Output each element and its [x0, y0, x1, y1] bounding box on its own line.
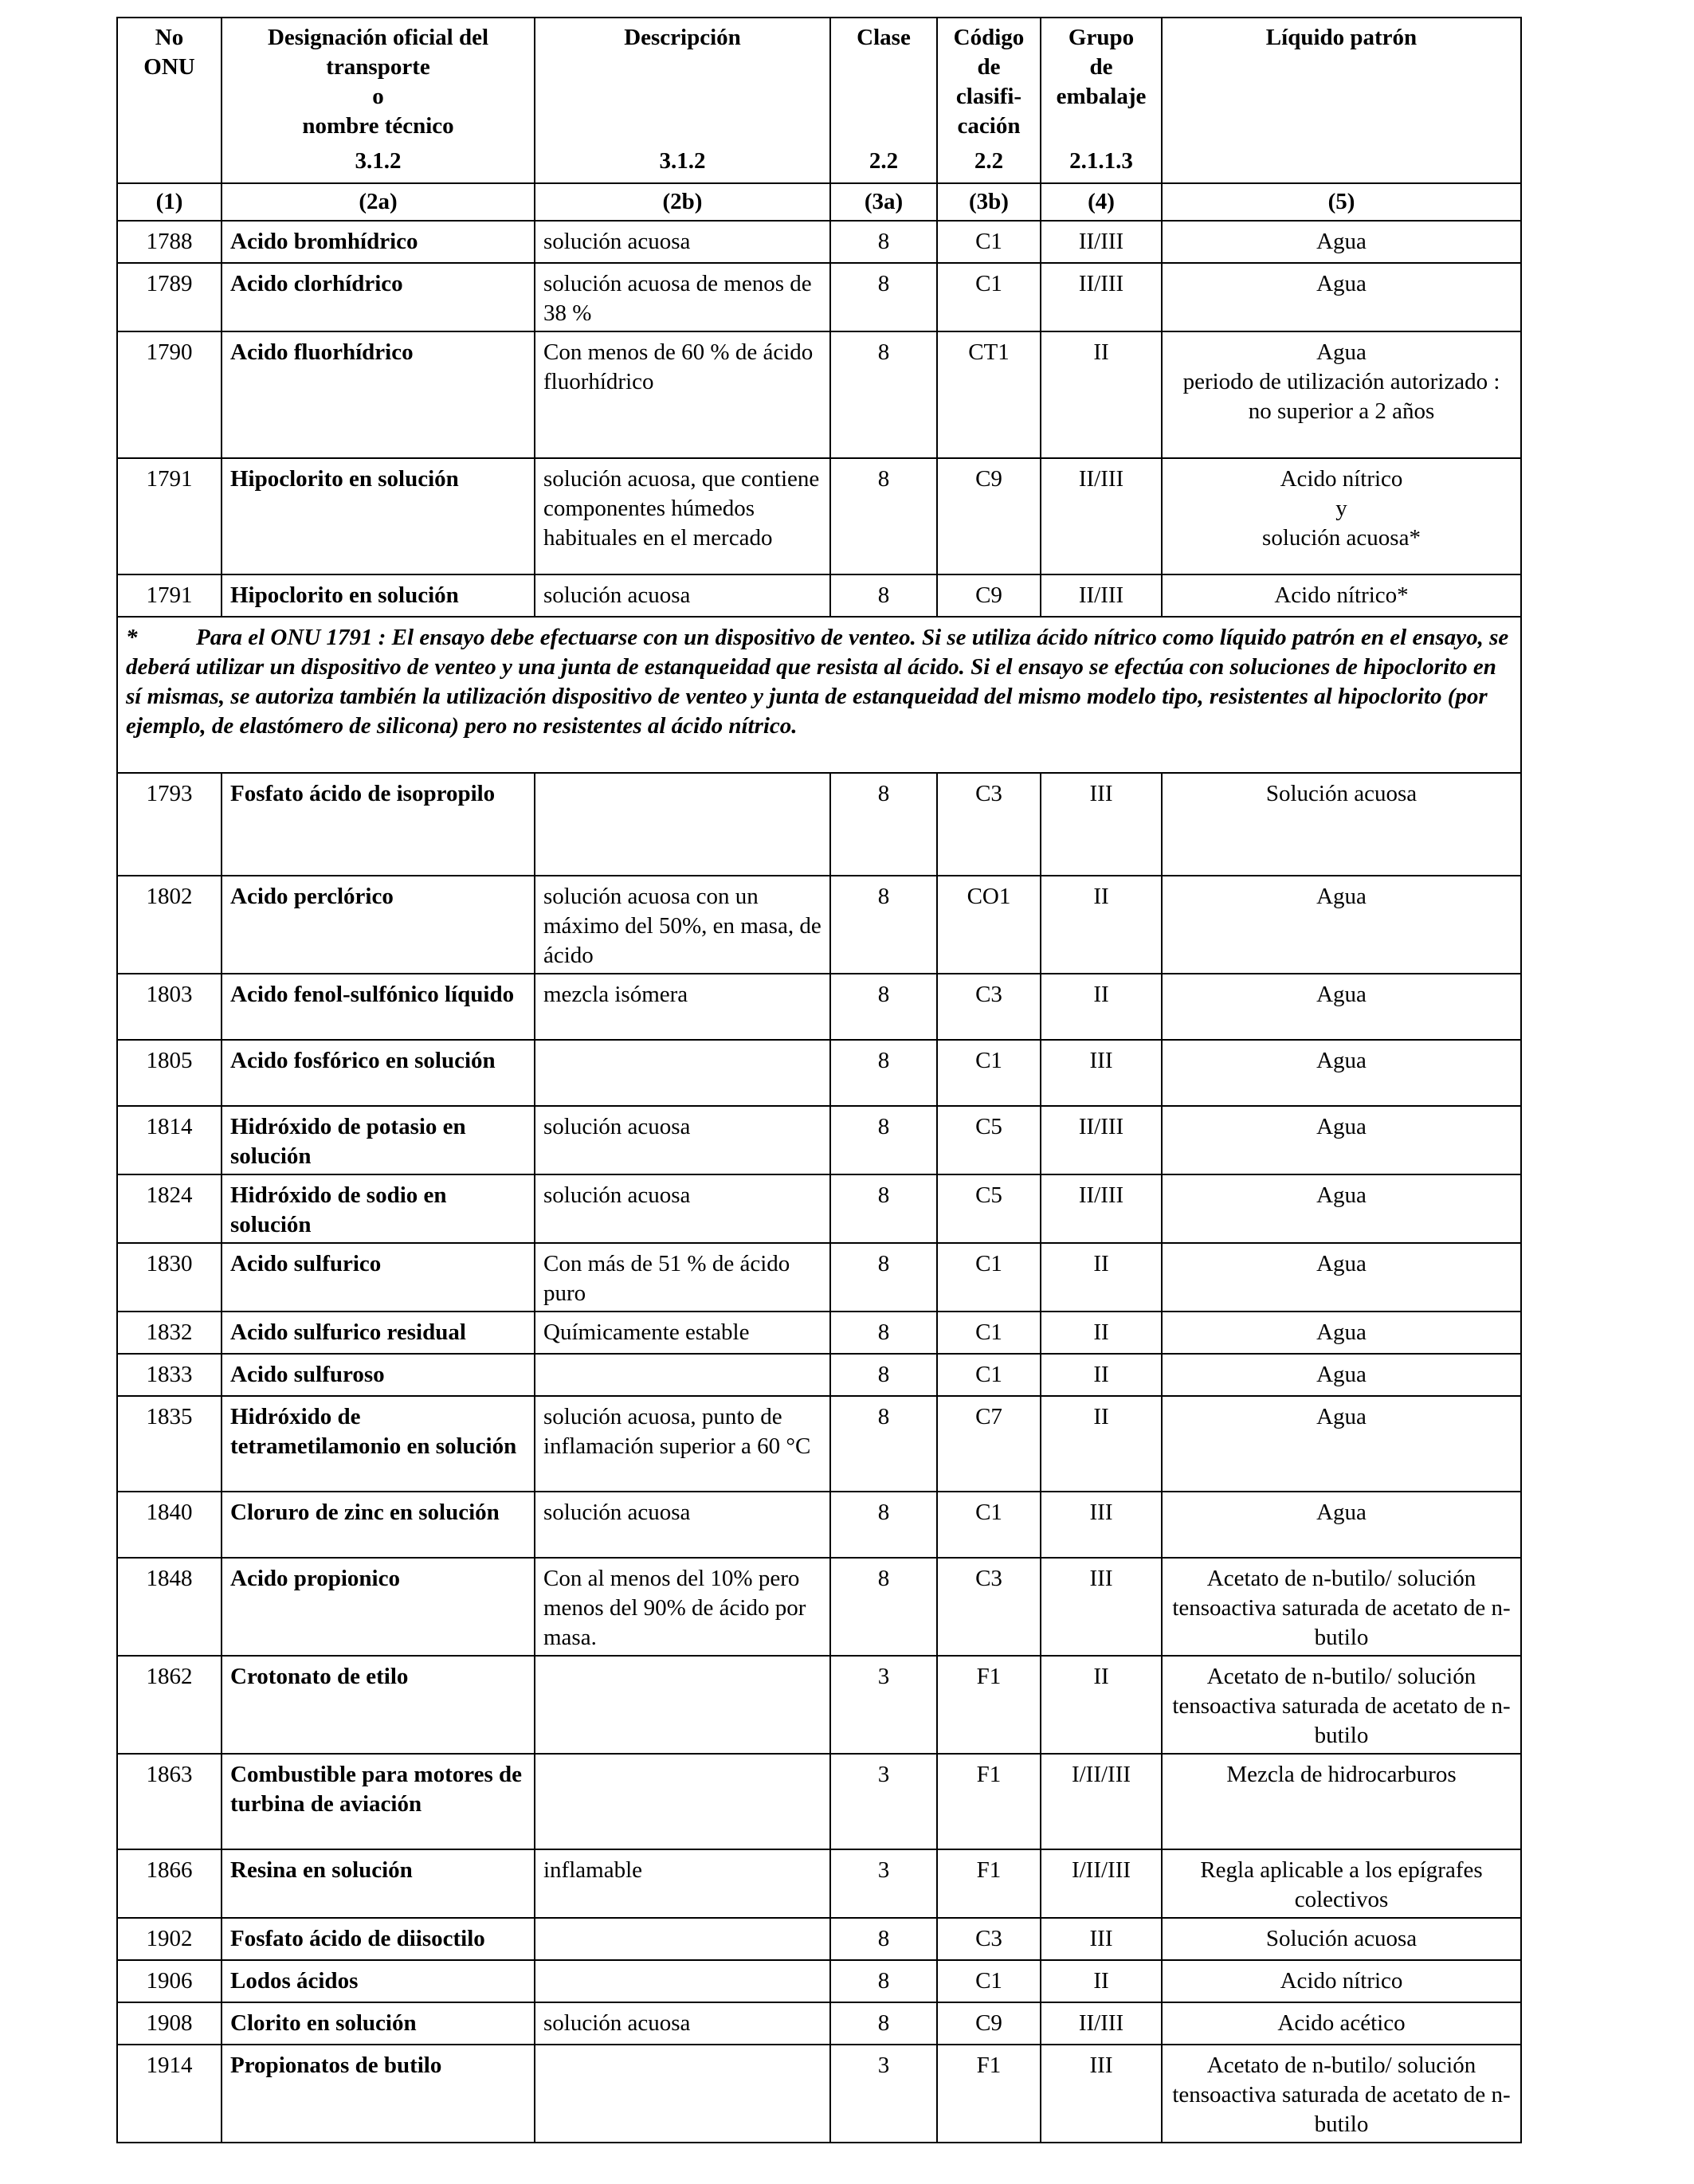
standard-liquid-cell: Agua [1162, 1396, 1521, 1492]
official-name-cell: Acido clorhídrico [222, 263, 535, 331]
standard-liquid-cell: Agua periodo de utilización autorizado : no superior a 2 años [1162, 331, 1521, 458]
class-cell: 8 [830, 876, 937, 974]
class-cell: 8 [830, 574, 937, 617]
class-cell: 8 [830, 1558, 937, 1656]
description-cell [535, 1754, 830, 1849]
standard-liquid-cell: Solución acuosa [1162, 1918, 1521, 1960]
packing-group-cell: II/III [1041, 1106, 1162, 1174]
onu-number-cell: 1862 [117, 1656, 222, 1754]
classification-code-cell: C1 [937, 1960, 1041, 2002]
table-row [117, 574, 1521, 617]
class-cell: 8 [830, 1106, 937, 1174]
packing-group-cell: III [1041, 1918, 1162, 1960]
footnote-asterisk: * [126, 625, 138, 650]
packing-group-cell: II/III [1041, 574, 1162, 617]
official-name-cell: Acido bromhídrico [222, 221, 535, 263]
standard-liquid-cell: Agua [1162, 221, 1521, 263]
official-name-cell: Fosfato ácido de diisoctilo [222, 1918, 535, 1960]
description-cell: Químicamente estable [535, 1312, 830, 1354]
description-cell [535, 2045, 830, 2143]
packing-group-cell: III [1041, 2045, 1162, 2143]
official-name-cell: Acido fluorhídrico [222, 331, 535, 458]
official-name-cell: Hidróxido de sodio en solución [222, 1174, 535, 1243]
description-cell [535, 1354, 830, 1396]
onu-number-cell: 1908 [117, 2002, 222, 2045]
official-name-cell: Acido propionico [222, 1558, 535, 1656]
description-cell: solución acuosa, punto de inflamación superior a 60 °C [535, 1396, 830, 1492]
description-cell: solución acuosa [535, 221, 830, 263]
standard-liquid-cell: Regla aplicable a los epígrafes colectivos [1162, 1849, 1521, 1918]
official-name-cell: Hipoclorito en solución [222, 574, 535, 617]
header-liquido-label: Líquido patrón [1265, 25, 1418, 50]
onu-number-cell: 1789 [117, 263, 222, 331]
official-name-cell: Fosfato ácido de isopropilo [222, 773, 535, 876]
table-row [117, 1754, 1521, 1849]
packing-group-cell: II [1041, 876, 1162, 974]
packing-group-cell: II/III [1041, 2002, 1162, 2045]
official-name-cell: Hipoclorito en solución [222, 458, 535, 574]
standard-liquid-cell: Acido acético [1162, 2002, 1521, 2045]
description-cell: mezcla isómera [535, 974, 830, 1040]
classification-code-cell: F1 [937, 2045, 1041, 2143]
column-number: (4) [1041, 183, 1162, 221]
onu-number-cell: 1906 [117, 1960, 222, 2002]
onu-number-cell: 1791 [117, 458, 222, 574]
standard-liquid-cell: Mezcla de hidrocarburos [1162, 1754, 1521, 1849]
standard-liquid-cell: Agua [1162, 1243, 1521, 1312]
classification-code-cell: C1 [937, 1312, 1041, 1354]
packing-group-cell: II [1041, 974, 1162, 1040]
description-cell: solución acuosa [535, 1174, 830, 1243]
column-number: (2b) [535, 183, 830, 221]
standard-liquid-cell: Acido nítrico* [1162, 574, 1521, 617]
official-name-cell: Clorito en solución [222, 2002, 535, 2045]
official-name-cell: Acido perclórico [222, 876, 535, 974]
class-cell: 8 [830, 2002, 937, 2045]
header-liquido [1162, 18, 1521, 183]
classification-code-cell: C3 [937, 773, 1041, 876]
classification-code-cell: C3 [937, 974, 1041, 1040]
header-designacion [222, 18, 535, 183]
onu-number-cell: 1914 [117, 2045, 222, 2143]
column-number: (2a) [222, 183, 535, 221]
packing-group-cell: II/III [1041, 221, 1162, 263]
class-cell: 8 [830, 773, 937, 876]
description-cell: solución acuosa [535, 1106, 830, 1174]
header-designacion-ref: 3.1.2 [355, 148, 402, 174]
packing-group-cell: II [1041, 1960, 1162, 2002]
standard-liquid-cell: Acetato de n-butilo/ solución tensoactiva saturada de acetato de n-butilo [1162, 2045, 1521, 2143]
table-row [117, 876, 1521, 974]
official-name-cell: Cloruro de zinc en solución [222, 1492, 535, 1558]
description-cell: solución acuosa, que contiene componentes húmedos habituales en el mercado [535, 458, 830, 574]
description-cell [535, 773, 830, 876]
standard-liquid-cell: Solución acuosa [1162, 773, 1521, 876]
standard-liquid-cell: Acido nítrico [1162, 1960, 1521, 2002]
table-row [117, 1243, 1521, 1312]
note-row [117, 617, 1521, 773]
onu-number-cell: 1788 [117, 221, 222, 263]
class-cell: 8 [830, 1354, 937, 1396]
classification-code-cell: C9 [937, 458, 1041, 574]
classification-code-cell: C1 [937, 263, 1041, 331]
official-name-cell: Acido sulfuroso [222, 1354, 535, 1396]
table-row [117, 1849, 1521, 1918]
standard-liquid-cell: Acido nítrico y solución acuosa* [1162, 458, 1521, 574]
classification-code-cell: C5 [937, 1106, 1041, 1174]
header-descripcion [535, 18, 830, 183]
onu-number-cell: 1866 [117, 1849, 222, 1918]
description-cell: solución acuosa [535, 2002, 830, 2045]
classification-code-cell: C3 [937, 1918, 1041, 1960]
classification-code-cell: C1 [937, 1040, 1041, 1106]
official-name-cell: Lodos ácidos [222, 1960, 535, 2002]
class-cell: 3 [830, 2045, 937, 2143]
class-cell: 8 [830, 1243, 937, 1312]
packing-group-cell: I/II/III [1041, 1849, 1162, 1918]
onu-number-cell: 1803 [117, 974, 222, 1040]
table-row [117, 1656, 1521, 1754]
class-cell: 3 [830, 1754, 937, 1849]
classification-code-cell: C9 [937, 574, 1041, 617]
header-grupo-label: Grupo de embalaje [1056, 25, 1147, 109]
packing-group-cell: II/III [1041, 458, 1162, 574]
official-name-cell: Acido sulfurico [222, 1243, 535, 1312]
table-row [117, 263, 1521, 331]
class-cell: 8 [830, 1040, 937, 1106]
table-row [117, 1106, 1521, 1174]
onu-number-cell: 1832 [117, 1312, 222, 1354]
standard-liquid-cell: Agua [1162, 1106, 1521, 1174]
substances-table [116, 17, 1522, 2143]
classification-code-cell: F1 [937, 1656, 1041, 1754]
table-row [117, 458, 1521, 574]
table-row [117, 1492, 1521, 1558]
official-name-cell: Combustible para motores de turbina de aviación [222, 1754, 535, 1849]
class-cell: 8 [830, 221, 937, 263]
official-name-cell: Propionatos de butilo [222, 2045, 535, 2143]
column-number: (3a) [830, 183, 937, 221]
table-row [117, 2045, 1521, 2143]
class-cell: 8 [830, 974, 937, 1040]
onu-number-cell: 1863 [117, 1754, 222, 1849]
header-no-onu [117, 18, 222, 183]
class-cell: 8 [830, 1312, 937, 1354]
class-cell: 3 [830, 1849, 937, 1918]
description-cell [535, 1040, 830, 1106]
standard-liquid-cell: Agua [1162, 974, 1521, 1040]
classification-code-cell: F1 [937, 1754, 1041, 1849]
standard-liquid-cell: Acetato de n-butilo/ solución tensoactiva saturada de acetato de n-butilo [1162, 1558, 1521, 1656]
classification-code-cell: C1 [937, 1492, 1041, 1558]
column-number: (1) [117, 183, 222, 221]
table-row [117, 1918, 1521, 1960]
standard-liquid-cell: Agua [1162, 1312, 1521, 1354]
onu-number-cell: 1833 [117, 1354, 222, 1396]
header-no-onu-label: No ONU [143, 25, 195, 80]
table-row [117, 1354, 1521, 1396]
packing-group-cell: II [1041, 1354, 1162, 1396]
packing-group-cell: II [1041, 1243, 1162, 1312]
column-number-row [117, 183, 1521, 221]
table-row [117, 773, 1521, 876]
description-cell [535, 1960, 830, 2002]
classification-code-cell: C5 [937, 1174, 1041, 1243]
description-cell: solución acuosa [535, 1492, 830, 1558]
description-cell: Con al menos del 10% pero menos del 90% de ácido por masa. [535, 1558, 830, 1656]
onu-number-cell: 1830 [117, 1243, 222, 1312]
standard-liquid-cell: Agua [1162, 1354, 1521, 1396]
classification-code-cell: C7 [937, 1396, 1041, 1492]
header-codigo-ref: 2.2 [974, 148, 1004, 174]
column-number: (3b) [937, 183, 1041, 221]
onu-number-cell: 1793 [117, 773, 222, 876]
table-row [117, 1174, 1521, 1243]
packing-group-cell: II/III [1041, 1174, 1162, 1243]
class-cell: 8 [830, 331, 937, 458]
official-name-cell: Hidróxido de potasio en solución [222, 1106, 535, 1174]
packing-group-cell: I/II/III [1041, 1754, 1162, 1849]
classification-code-cell: C3 [937, 1558, 1041, 1656]
class-cell: 8 [830, 1918, 937, 1960]
header-descripcion-ref: 3.1.2 [659, 148, 706, 174]
classification-code-cell: C1 [937, 1354, 1041, 1396]
table-row [117, 221, 1521, 263]
class-cell: 8 [830, 1492, 937, 1558]
description-cell: solución acuosa de menos de 38 % [535, 263, 830, 331]
description-cell: Con más de 51 % de ácido puro [535, 1243, 830, 1312]
packing-group-cell: II [1041, 1396, 1162, 1492]
class-cell: 8 [830, 1396, 937, 1492]
classification-code-cell: C1 [937, 221, 1041, 263]
class-cell: 8 [830, 263, 937, 331]
table-row [117, 331, 1521, 458]
onu-number-cell: 1814 [117, 1106, 222, 1174]
standard-liquid-cell: Agua [1162, 876, 1521, 974]
standard-liquid-cell: Agua [1162, 1040, 1521, 1106]
packing-group-cell: III [1041, 1558, 1162, 1656]
classification-code-cell: C1 [937, 1243, 1041, 1312]
footnote-cell [117, 617, 1521, 773]
description-cell: inflamable [535, 1849, 830, 1918]
description-cell: solución acuosa con un máximo del 50%, en masa, de ácido [535, 876, 830, 974]
packing-group-cell: III [1041, 1040, 1162, 1106]
official-name-cell: Hidróxido de tetrametilamonio en solución [222, 1396, 535, 1492]
description-cell [535, 1918, 830, 1960]
table-row [117, 2002, 1521, 2045]
onu-number-cell: 1835 [117, 1396, 222, 1492]
standard-liquid-cell: Agua [1162, 1492, 1521, 1558]
packing-group-cell: II [1041, 1312, 1162, 1354]
official-name-cell: Acido fenol-sulfónico líquido [222, 974, 535, 1040]
table-row [117, 1396, 1521, 1492]
classification-code-cell: CO1 [937, 876, 1041, 974]
classification-code-cell: CT1 [937, 331, 1041, 458]
header-clase-label: Clase [857, 25, 911, 50]
header-clase [830, 18, 937, 183]
description-cell: solución acuosa [535, 574, 830, 617]
header-codigo [937, 18, 1041, 183]
class-cell: 8 [830, 458, 937, 574]
packing-group-cell: III [1041, 1492, 1162, 1558]
official-name-cell: Acido sulfurico residual [222, 1312, 535, 1354]
onu-number-cell: 1805 [117, 1040, 222, 1106]
packing-group-cell: II [1041, 331, 1162, 458]
onu-number-cell: 1802 [117, 876, 222, 974]
onu-number-cell: 1791 [117, 574, 222, 617]
table-row [117, 974, 1521, 1040]
header-grupo [1041, 18, 1162, 183]
column-number: (5) [1162, 183, 1521, 221]
table-row [117, 1960, 1521, 2002]
packing-group-cell: II [1041, 1656, 1162, 1754]
classification-code-cell: C9 [937, 2002, 1041, 2045]
header-grupo-ref: 2.1.1.3 [1069, 148, 1133, 174]
standard-liquid-cell: Acetato de n-butilo/ solución tensoactiva saturada de acetato de n-butilo [1162, 1656, 1521, 1754]
header-designacion-label: Designación oficial del transporte o nombre técnico [267, 25, 489, 139]
class-cell: 3 [830, 1656, 937, 1754]
header-codigo-label: Código de clasifi- cación [953, 25, 1025, 139]
table-row [117, 1040, 1521, 1106]
official-name-cell: Crotonato de etilo [222, 1656, 535, 1754]
onu-number-cell: 1902 [117, 1918, 222, 1960]
official-name-cell: Resina en solución [222, 1849, 535, 1918]
onu-number-cell: 1848 [117, 1558, 222, 1656]
classification-code-cell: F1 [937, 1849, 1041, 1918]
description-cell [535, 1656, 830, 1754]
onu-number-cell: 1790 [117, 331, 222, 458]
class-cell: 8 [830, 1960, 937, 2002]
onu-number-cell: 1840 [117, 1492, 222, 1558]
footnote-text: Para el ONU 1791 : El ensayo debe efectuarse con un dispositivo de venteo. Si se utiliza ácido nítrico como líquido patrón en el ensayo, se deberá utilizar un dispositivo de venteo y una junta de estanqueidad que resista al ácido. Si el ensayo se efectúa con soluciones de hipoclorito en sí mismas, se autoriza también la utilización dispositivo de venteo y junta de estanqueidad del mismo modelo tipo, resistentes al hipoclorito (por ejemplo, de elastómero de silicona) pero no resistentes al ácido nítrico. [126, 625, 1509, 739]
official-name-cell: Acido fosfórico en solución [222, 1040, 535, 1106]
standard-liquid-cell: Agua [1162, 263, 1521, 331]
table-row [117, 1312, 1521, 1354]
header-row [117, 18, 1521, 183]
packing-group-cell: III [1041, 773, 1162, 876]
header-descripcion-label: Descripción [624, 25, 741, 50]
class-cell: 8 [830, 1174, 937, 1243]
header-clase-ref: 2.2 [869, 148, 899, 174]
packing-group-cell: II/III [1041, 263, 1162, 331]
standard-liquid-cell: Agua [1162, 1174, 1521, 1243]
description-cell: Con menos de 60 % de ácido fluorhídrico [535, 331, 830, 458]
onu-number-cell: 1824 [117, 1174, 222, 1243]
table-row [117, 1558, 1521, 1656]
